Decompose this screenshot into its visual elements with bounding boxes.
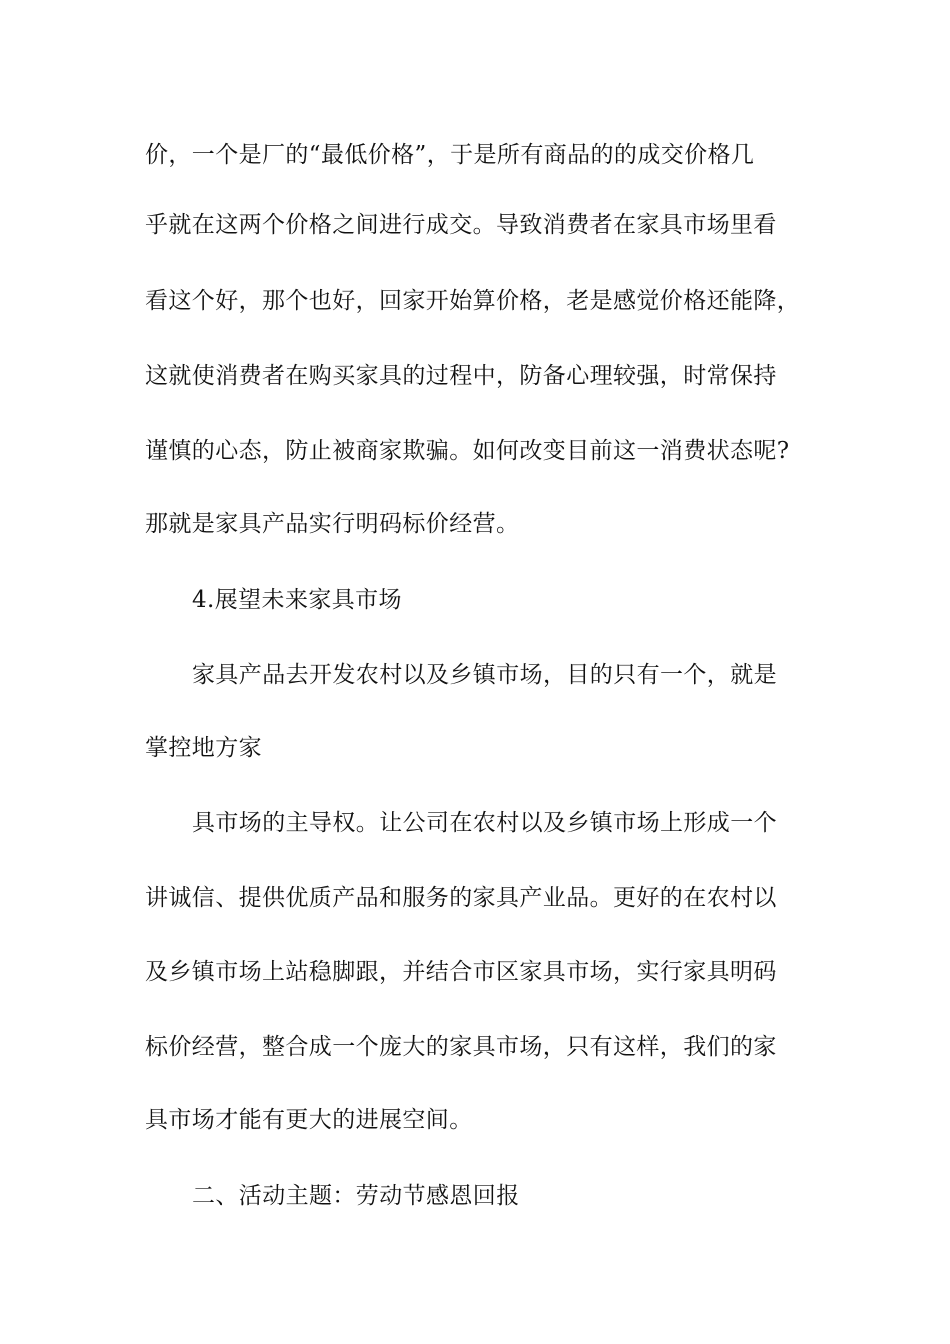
body-text-line: 标价经营，整合成一个庞大的家具市场，只有这样，我们的家 bbox=[145, 1034, 777, 1060]
paragraph-first-line: 家具产品去开发农村以及乡镇市场，目的只有一个，就是 bbox=[192, 662, 777, 688]
body-text-line: 及乡镇市场上站稳脚跟，并结合市区家具市场，实行家具明码 bbox=[145, 959, 777, 985]
body-text-line: 那就是家具产品实行明码标价经营。 bbox=[145, 511, 520, 537]
body-text-line: 这就使消费者在购买家具的过程中，防备心理较强，时常保持 bbox=[145, 363, 777, 389]
body-text-line: 乎就在这两个价格之间进行成交。导致消费者在家具市场里看 bbox=[145, 212, 777, 238]
section-heading: 二、活动主题：劳动节感恩回报 bbox=[192, 1183, 520, 1209]
body-text-line: 谨慎的心态，防止被商家欺骗。如何改变目前这一消费状态呢? bbox=[145, 438, 790, 464]
paragraph-first-line: 具市场的主导权。让公司在农村以及乡镇市场上形成一个 bbox=[192, 810, 777, 836]
body-text-line: 价，一个是厂的“最低价格”，于是所有商品的的成交价格几 bbox=[145, 142, 755, 168]
body-text-line: 具市场才能有更大的进展空间。 bbox=[145, 1107, 473, 1133]
body-text-line: 看这个好，那个也好，回家开始算价格，老是感觉价格还能降， bbox=[145, 288, 801, 314]
section-heading: 4.展望未来家具市场 bbox=[192, 587, 402, 613]
body-text-line: 掌控地方家 bbox=[145, 735, 262, 761]
body-text-line: 讲诚信、提供优质产品和服务的家具产业品。更好的在农村以 bbox=[145, 885, 777, 911]
